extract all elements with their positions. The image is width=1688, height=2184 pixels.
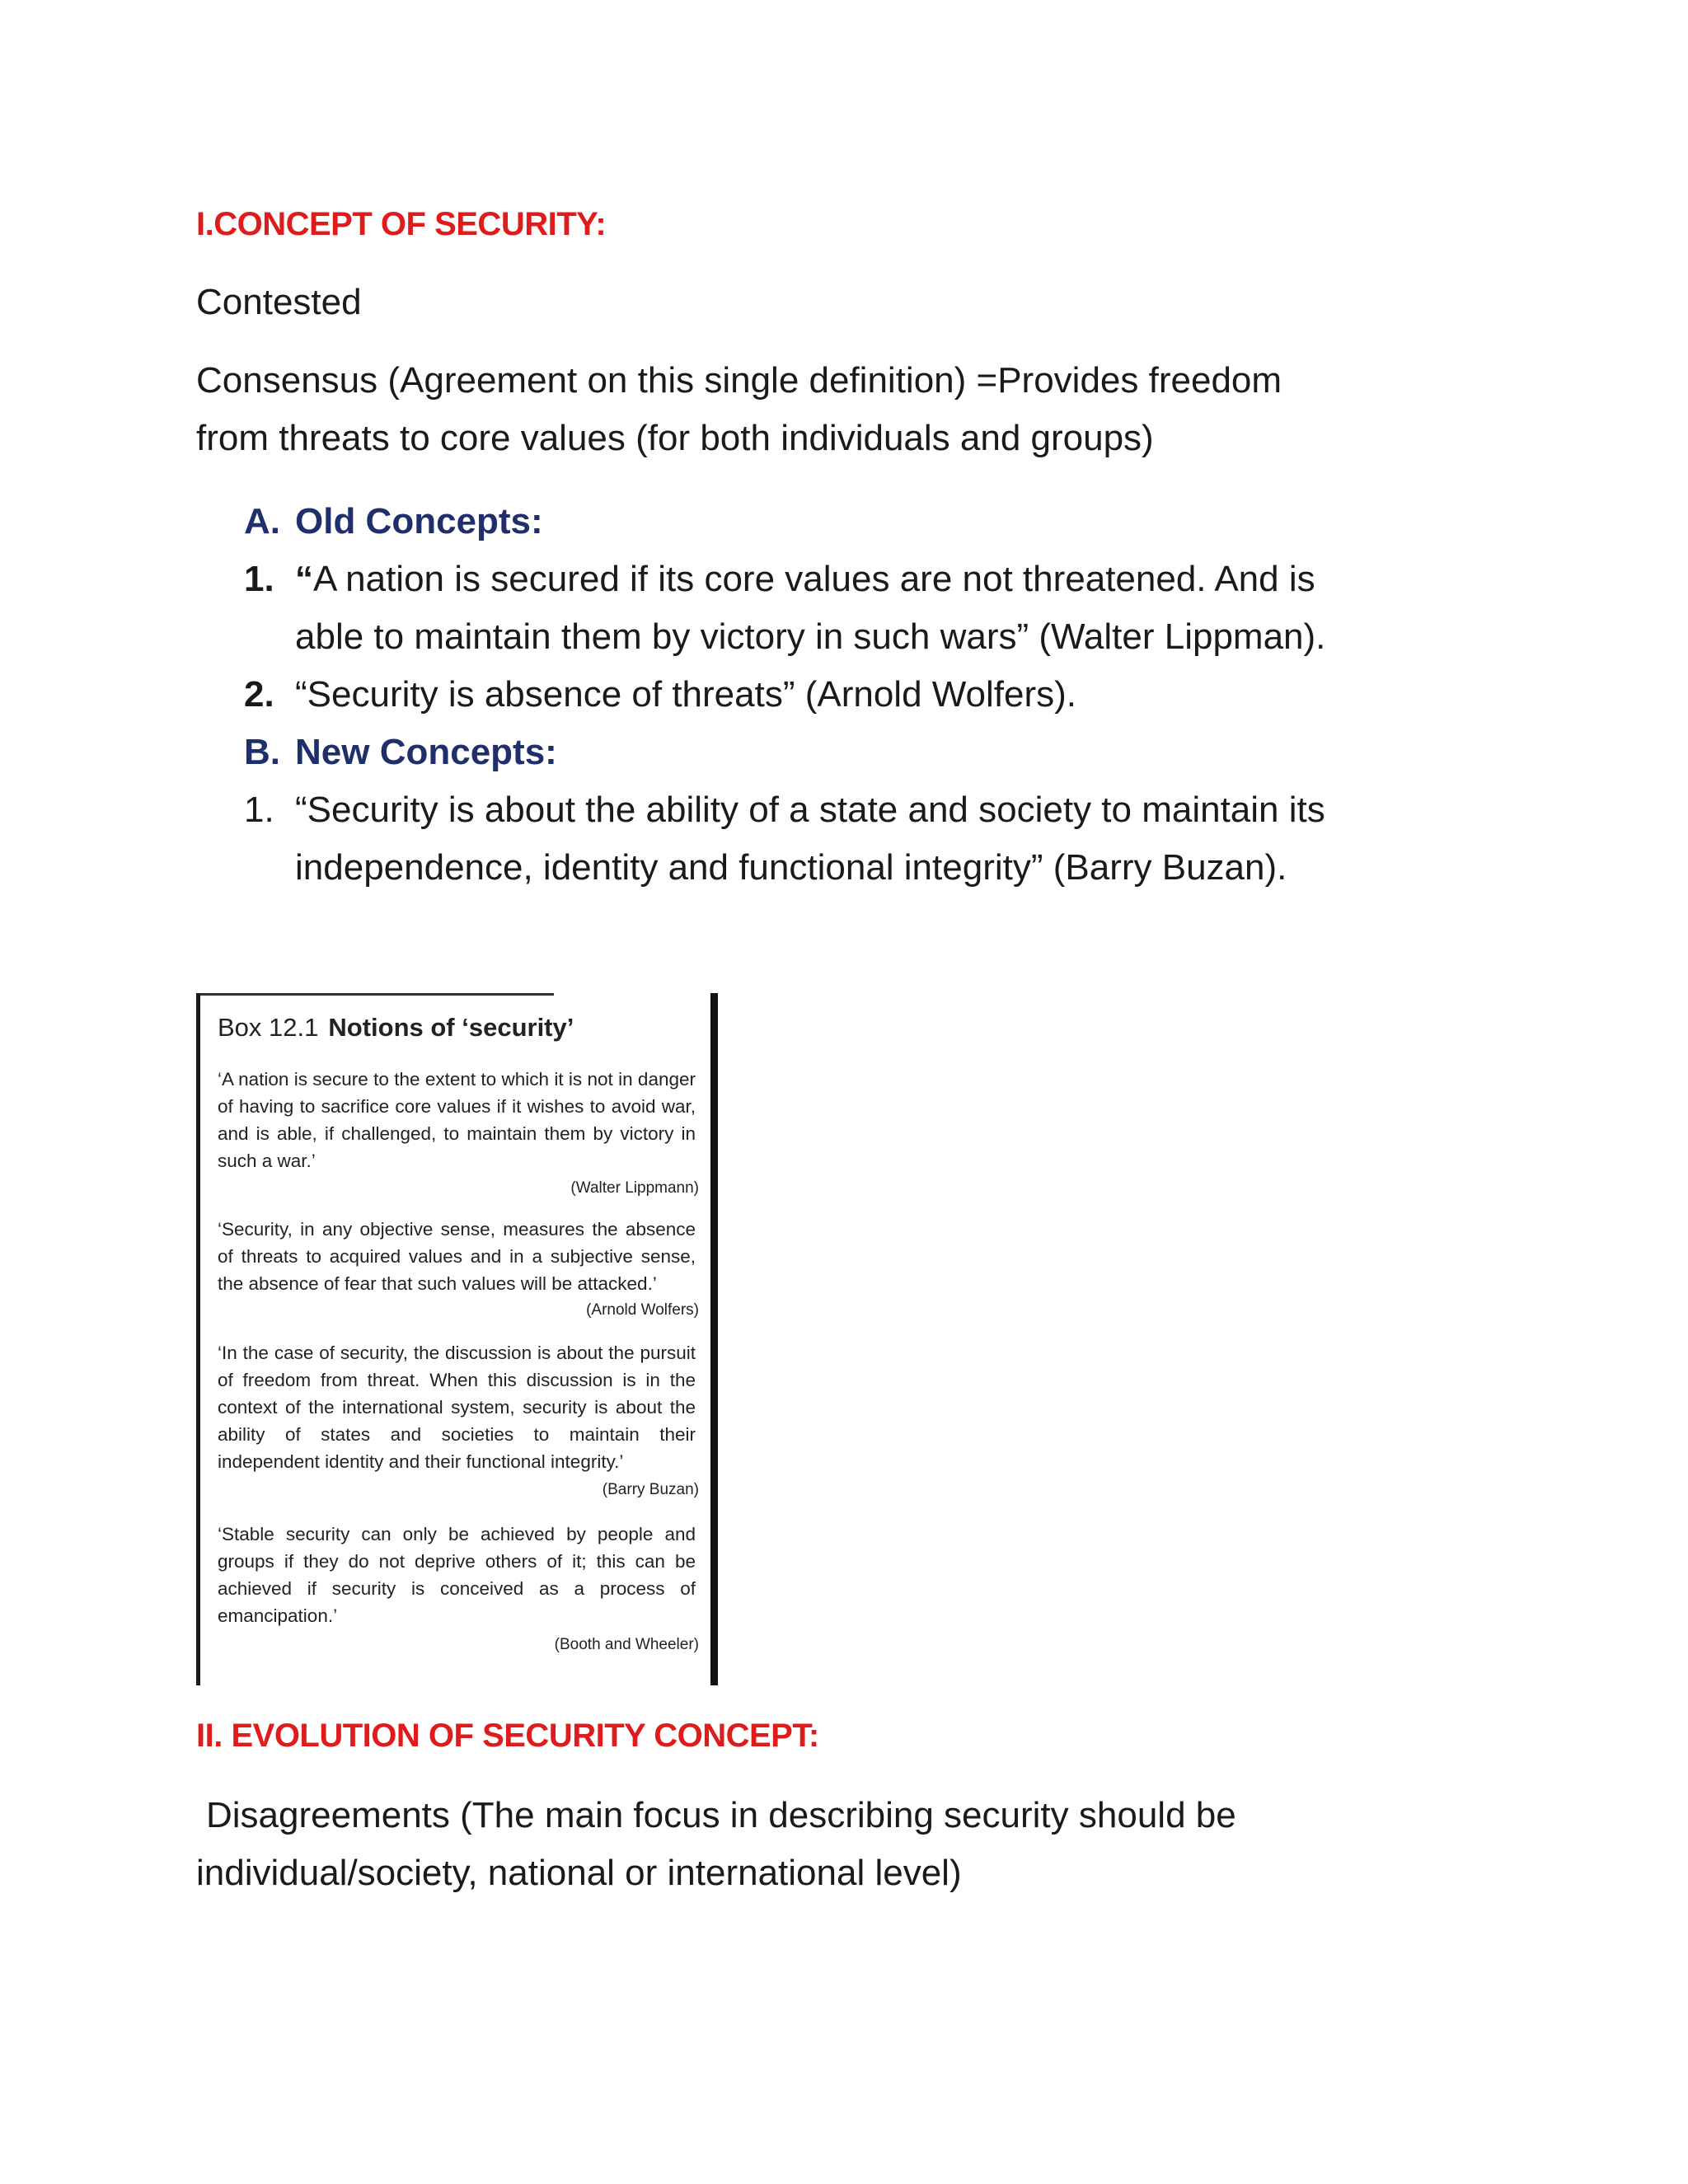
consensus-line-1: Consensus (Agreement on this single definition) =Provides freedom <box>196 360 1282 401</box>
box-quote-buzan: ‘In the case of security, the discussion is about the pursuit of freedom from threat. When this discussion is in the context of the international system, security is about the ability of states and societies to maintain their independent identity and their functional integrity.’ <box>218 1343 696 1472</box>
old-item-1-open-quote: “ <box>295 559 313 599</box>
new-concepts-label: New Concepts: <box>295 732 557 772</box>
old-item-1-line-2: able to maintain them by victory in such wars” (Walter Lippman). <box>295 616 1326 657</box>
new-item-1-text <box>295 781 1482 897</box>
consensus-line-2: from threats to core values (for both individuals and groups) <box>196 418 1154 458</box>
box-author-wolfers: (Arnold Wolfers) <box>586 1301 699 1319</box>
consensus-paragraph <box>196 352 1482 467</box>
old-item-2-text: “Security is absence of threats” (Arnold Wolfers). <box>295 674 1076 715</box>
old-concepts-marker: A. <box>244 501 280 541</box>
disagreements-line-1: Disagreements (The main focus in describing security should be <box>206 1795 1236 1835</box>
new-item-1-line-1: “Security is about the ability of a state and society to maintain its <box>295 790 1325 830</box>
old-item-1-line-1: A nation is secured if its core values are not threatened. And is <box>313 559 1315 599</box>
scanned-notions-box <box>196 993 724 1685</box>
box-right-rule <box>710 993 718 1685</box>
box-author-buzan: (Barry Buzan) <box>602 1481 699 1498</box>
new-item-1-number: 1. <box>244 790 274 830</box>
new-item-1-line-2: independence, identity and functional integrity” (Barry Buzan). <box>295 847 1287 888</box>
section-heading-concept: I.CONCEPT OF SECURITY: <box>196 206 607 242</box>
old-concepts-label: Old Concepts: <box>295 501 543 541</box>
box-author-booth-wheeler: (Booth and Wheeler) <box>554 1636 699 1653</box>
box-title <box>218 1011 696 1044</box>
box-title-text: Notions of ‘security’ <box>328 1013 574 1042</box>
contested-text: Contested <box>196 282 362 322</box>
disagreements-paragraph <box>196 1787 1482 1902</box>
new-concepts-marker: B. <box>244 732 280 772</box>
section-heading-evolution: II. EVOLUTION OF SECURITY CONCEPT: <box>196 1718 819 1754</box>
box-quote-wolfers: ‘Security, in any objective sense, measures the absence of threats to acquired values and in a subjective sense, the absence of fear that such values will be attacked.’ <box>218 1219 696 1294</box>
box-number: Box 12.1 <box>218 1013 319 1042</box>
old-item-2-number: 2. <box>244 674 274 715</box>
disagreements-line-2: individual/society, national or international level) <box>196 1853 962 1893</box>
box-top-rule <box>199 993 554 996</box>
old-item-1-text <box>295 551 1482 666</box>
box-quote-lippmann: ‘A nation is secure to the extent to which it is not in danger of having to sacrifice core values if it wishes to avoid war, and is able, if challenged, to maintain them by victory in such a war.’ <box>218 1069 696 1171</box>
old-item-1-number: 1. <box>244 559 274 599</box>
box-left-rule <box>196 993 200 1685</box>
box-quote-booth-wheeler: ‘Stable security can only be achieved by people and groups if they do not deprive others of it; this can be achieved if security is conceived as a process of emancipation.’ <box>218 1524 696 1626</box>
box-author-lippmann: (Walter Lippmann) <box>570 1179 699 1197</box>
